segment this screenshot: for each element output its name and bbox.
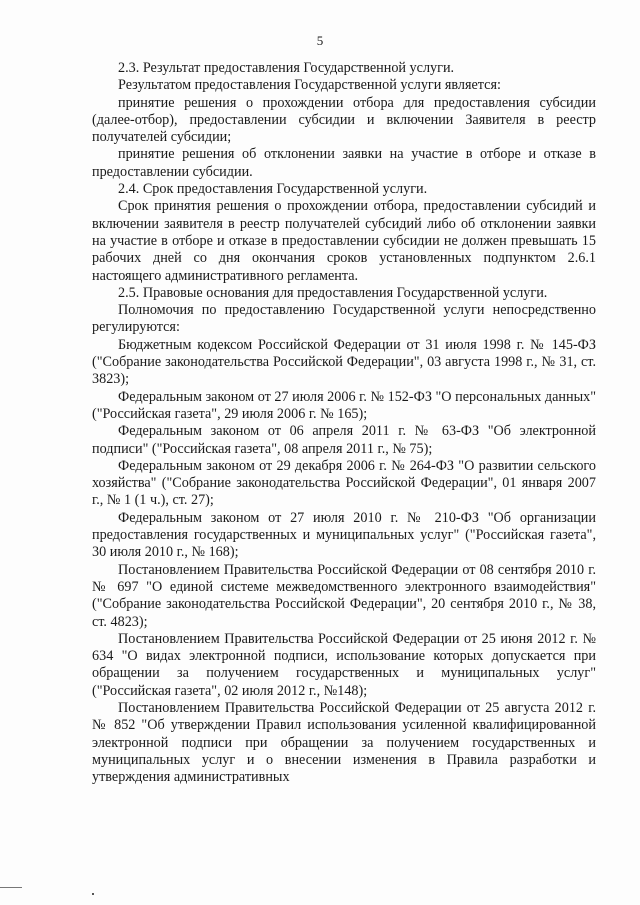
paragraph-law-152: Федеральным законом от 27 июля 2006 г. № 152-ФЗ "О персональных данных" ("Российская газета", 29 июля 2006 г. № 165); bbox=[92, 388, 596, 422]
paragraph-term: Срок принятия решения о прохождении отбора, предоставлении субсидий и включении заявителя в реестр получателей субсидий либо об отклонении заявки на участие в отборе и отказе в предоставлении субсидии не должен превышать 15 рабочих дней со дня окончания сроков установленных подпунктом 2.6.1 настоящего административного регламента. bbox=[92, 198, 596, 284]
paragraph-budget-code: Бюджетным кодексом Российской Федерации от 31 июля 1998 г. № 145-ФЗ ("Собрание законодательства Российской Федерации", 03 августа 1998 г., № 31, ст. 3823); bbox=[92, 336, 596, 388]
scan-dust-mark bbox=[92, 893, 94, 895]
section-heading-2-5: 2.5. Правовые основания для предоставления Государственной услуги. bbox=[118, 284, 548, 301]
paragraph-result-rejection: принятие решения об отклонении заявки на участие в отборе и отказе в предоставлении субсидии. bbox=[92, 146, 596, 180]
document-body bbox=[92, 60, 596, 786]
paragraph-result-approval: принятие решения о прохождении отбора для предоставления субсидии (далее-отбор), предоставлении субсидии и включении Заявителя в реестр получателей субсидии; bbox=[92, 94, 596, 146]
scan-edge-mark bbox=[0, 887, 22, 888]
paragraph-law-264: Федеральным законом от 29 декабря 2006 г. № 264-ФЗ "О развитии сельского хозяйства" ("Собрание законодательства Российской Федерации", 01 января 2007 г., № 1 (1 ч.), ст. 27); bbox=[92, 457, 596, 509]
paragraph-decree-697: Постановлением Правительства Российской Федерации от 08 сентября 2010 г. № 697 "О единой системе межведомственного электронного взаимодействия" ("Собрание законодательства Российской Федерации", 20 сентября 2010 г., № 38, ст. 4823); bbox=[92, 561, 596, 630]
paragraph-law-210: Федеральным законом от 27 июля 2010 г. № 210-ФЗ "Об организации предоставления государственных и муниципальных услуг" ("Российская газета", 30 июля 2010 г., № 168); bbox=[92, 509, 596, 561]
section-heading-2-4: 2.4. Срок предоставления Государственной услуги. bbox=[118, 181, 428, 198]
paragraph-result-intro: Результатом предоставления Государственной услуги является: bbox=[118, 77, 501, 94]
section-heading-2-3: 2.3. Результат предоставления Государственной услуги. bbox=[118, 60, 455, 76]
paragraph-law-63: Федеральным законом от 06 апреля 2011 г. № 63-ФЗ "Об электронной подписи" ("Российская газета", 08 апреля 2011 г., № 75); bbox=[92, 423, 596, 457]
paragraph-decree-852: Постановлением Правительства Российской Федерации от 25 августа 2012 г. № 852 "Об утверждении Правил использования усиленной квалифицированной электронной подписи при обращении за получением государственных и муниципальных услуг и о внесении изменения в Правила разработки и утверждения административных bbox=[92, 699, 596, 786]
paragraph-legal-intro: Полномочия по предоставлению Государственной услуги непосредственно регулируются: bbox=[92, 302, 596, 336]
paragraph-decree-634: Постановлением Правительства Российской Федерации от 25 июня 2012 г. № 634 "О видах электронной подписи, использование которых допускается при обращении за получением государственных и муниципальных услуг" ("Российская газета", 02 июля 2012 г., №148); bbox=[92, 630, 596, 699]
page-number: 5 bbox=[316, 33, 324, 48]
